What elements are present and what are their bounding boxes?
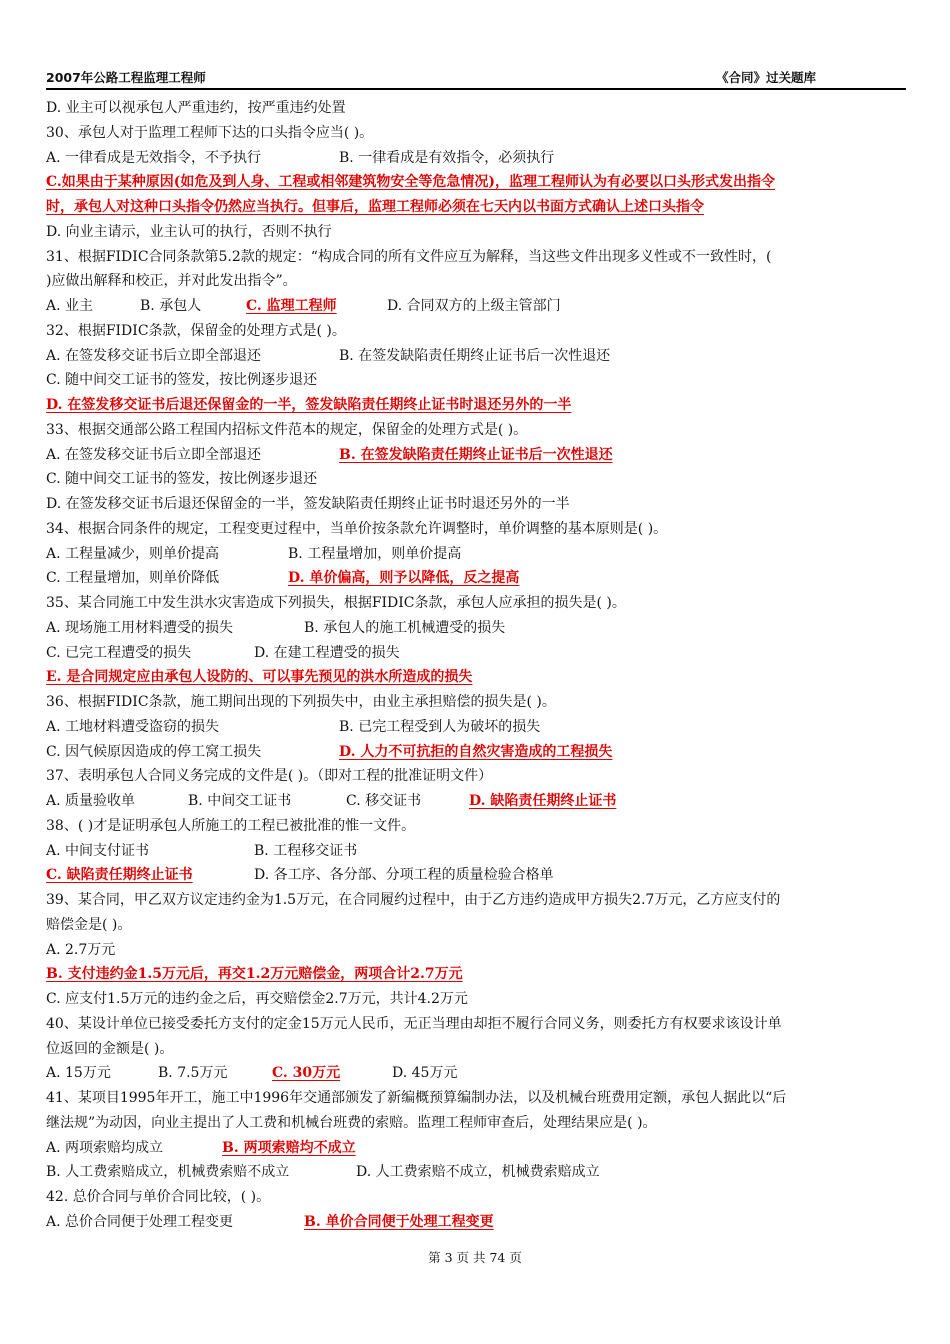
page-header xyxy=(46,68,906,90)
header-right-title: 《合同》过关题库 xyxy=(715,70,816,85)
question-text: 41、某项目1995年开工，施工中1996年交通部颁发了新编概预算编制办法，以及机械台班费用定额，承包人据此以“后 xyxy=(46,1090,787,1106)
text-line xyxy=(46,1111,908,1136)
question-text: B. 工程移交证书 xyxy=(254,842,358,859)
text-line xyxy=(46,888,908,913)
text-line xyxy=(46,591,908,616)
text-line xyxy=(46,96,908,121)
question-text: D. 向业主请示，业主认可的执行，否则不执行 xyxy=(46,223,332,240)
question-text: B. 中间交工证书 xyxy=(188,793,292,809)
question-text: B. 在签发缺陷责任期终止证书后一次性退还 xyxy=(339,347,611,364)
question-text: A. 业主 xyxy=(46,298,94,314)
answer-text: B. 两项索赔均不成立 xyxy=(222,1139,356,1156)
text-line xyxy=(46,269,908,294)
answer-text: C. 缺陷责任期终止证书 xyxy=(46,867,193,884)
question-text: A. 两项索赔均成立 xyxy=(46,1139,164,1156)
text-line xyxy=(46,170,908,195)
question-text: 赔偿金是( )。 xyxy=(46,916,132,933)
question-text: D. 合同双方的上级主管部门 xyxy=(387,298,561,314)
question-text: 33、根据交通部公路工程国内招标文件范本的规定，保留金的处理方式是( )。 xyxy=(46,421,528,438)
question-text: A. 工程量减少，则单价提高 xyxy=(46,545,220,562)
text-line xyxy=(46,913,908,938)
answer-text: B. 在签发缺陷责任期终止证书后一次性退还 xyxy=(339,446,613,463)
question-text: D. 在建工程遭受的损失 xyxy=(254,644,400,661)
answer-text: D. 单价偏高，则予以降低，反之提高 xyxy=(288,570,520,587)
question-text: )应做出解释和校正，并对此发出指令”。 xyxy=(46,273,297,290)
text-line xyxy=(46,245,908,270)
question-text: 32、根据FIDIC条款，保留金的处理方式是( )。 xyxy=(46,322,346,339)
text-line xyxy=(46,764,908,789)
text-line xyxy=(46,220,908,245)
text-line xyxy=(46,492,908,517)
text-line xyxy=(46,814,908,839)
text-line xyxy=(46,517,908,542)
question-text: 40、某设计单位已接受委托方支付的定金15万元人民币，无正当理由却拒不履行合同义务，则委托方有权要求该设计单 xyxy=(46,1015,782,1032)
question-text: D. 业主可以视承包人严重违约，按严重违约处置 xyxy=(46,100,346,116)
text-line xyxy=(46,121,908,146)
answer-text: D. 缺陷责任期终止证书 xyxy=(469,793,617,809)
question-text: A. 中间支付证书 xyxy=(46,842,150,859)
question-text: 30、承包人对于监理工程师下达的口头指令应当( )。 xyxy=(46,124,374,141)
question-text: A. 现场施工用材料遭受的损失 xyxy=(46,619,234,636)
question-text: 42. 总价合同与单价合同比较，( )。 xyxy=(46,1189,271,1205)
text-line xyxy=(46,690,908,715)
question-text: C. 应支付1.5万元的违约金之后，再交赔偿金2.7万元，共计4.2万元 xyxy=(46,991,468,1007)
text-line xyxy=(46,566,908,591)
text-line xyxy=(46,467,908,492)
question-text: C. 移交证书 xyxy=(346,793,422,809)
question-text: C. 因气候原因造成的停工窝工损失 xyxy=(46,743,262,760)
text-line xyxy=(46,1086,908,1111)
question-text: 34、根据合同条件的规定，工程变更过程中，当单价按条款允许调整时，单价调整的基本原则是( )。 xyxy=(46,520,668,537)
text-line xyxy=(46,1061,908,1086)
text-line xyxy=(46,938,908,963)
question-text: A. 15万元 xyxy=(46,1065,111,1082)
question-text: C. 工程量增加，则单价降低 xyxy=(46,570,220,587)
question-text: 38、( )才是证明承包人所施工的工程已被批准的惟一文件。 xyxy=(46,817,416,834)
question-text: A. 一律看成是无效指令，不予执行 xyxy=(46,149,262,166)
text-line xyxy=(46,665,908,690)
question-text: B. 承包人 xyxy=(140,298,202,314)
text-line xyxy=(46,1012,908,1037)
text-line xyxy=(46,368,908,393)
question-text: B. 人工费索赔成立，机械费索赔不成立 xyxy=(46,1164,290,1181)
text-line xyxy=(46,839,908,864)
text-line xyxy=(46,195,908,220)
answer-text: B. 支付违约金1.5万元后，再交1.2万元赔偿金，两项合计2.7万元 xyxy=(46,966,463,983)
question-text: A. 总价合同便于处理工程变更 xyxy=(46,1213,234,1230)
text-line xyxy=(46,863,908,888)
text-line xyxy=(46,319,908,344)
question-text: 35、某合同施工中发生洪水灾害造成下列损失，根据FIDIC条款，承包人应承担的损失是( )。 xyxy=(46,595,626,611)
text-line xyxy=(46,443,908,468)
question-text: D. 人工费索赔不成立，机械费索赔成立 xyxy=(356,1164,600,1181)
question-text: B. 承包人的施工机械遭受的损失 xyxy=(304,619,506,636)
header-left-title: 2007年公路工程监理工程师 xyxy=(46,70,206,85)
text-line xyxy=(46,1210,908,1235)
text-line xyxy=(46,294,908,319)
answer-text: B. 单价合同便于处理工程变更 xyxy=(304,1213,494,1230)
page-footer: 第 3 页 共 74 页 xyxy=(428,1250,522,1265)
text-line xyxy=(46,146,908,171)
question-text: B. 7.5万元 xyxy=(158,1065,228,1082)
question-text: 31、根据FIDIC合同条款第5.2款的规定：“构成合同的所有文件应互为解释，当这些文件出现多义性或不一致性时，( xyxy=(46,248,772,265)
question-text: A. 工地材料遭受盗窃的损失 xyxy=(46,718,220,735)
question-text: C. 已完工程遭受的损失 xyxy=(46,644,192,661)
text-line xyxy=(46,715,908,740)
text-line xyxy=(46,1160,908,1185)
question-text: D. 在签发移交证书后退还保留金的一半，签发缺陷责任期终止证书时退还另外的一半 xyxy=(46,496,570,512)
text-line xyxy=(46,1185,908,1210)
question-text: B. 已完工程受到人为破坏的损失 xyxy=(339,718,541,735)
text-line xyxy=(46,542,908,567)
question-text: 39、某合同，甲乙双方议定违约金为1.5万元，在合同履约过程中，由于乙方违约造成甲方损失2.7万元，乙方应支付的 xyxy=(46,892,781,908)
question-text: 36、根据FIDIC条款，施工期间出现的下列损失中，由业主承担赔偿的损失是( )。 xyxy=(46,694,556,710)
question-text: 位返回的金额是( )。 xyxy=(46,1040,174,1057)
answer-text: C. 30万元 xyxy=(272,1065,341,1082)
text-line xyxy=(46,789,908,814)
answer-text: D. 在签发移交证书后退还保留金的一半，签发缺陷责任期终止证书时退还另外的一半 xyxy=(46,397,572,413)
answer-text: E. 是合同规定应由承包人设防的、可以事先预见的洪水所造成的损失 xyxy=(46,669,473,686)
question-list xyxy=(46,96,908,1235)
text-line xyxy=(46,418,908,443)
text-line xyxy=(46,1037,908,1062)
question-text: C. 随中间交工证书的签发，按比例逐步退还 xyxy=(46,471,318,488)
question-text: D. 各工序、各分部、分项工程的质量检验合格单 xyxy=(254,867,554,884)
answer-text: C.如果由于某种原因(如危及到人身、工程或相邻建筑物安全等危急情况)，监理工程师认为有必要以口头形式发出指令 xyxy=(46,174,776,191)
text-line xyxy=(46,393,908,418)
text-line xyxy=(46,641,908,666)
question-text: A. 在签发移交证书后立即全部退还 xyxy=(46,446,262,463)
question-text: A. 在签发移交证书后立即全部退还 xyxy=(46,347,262,364)
answer-text: D. 人力不可抗拒的自然灾害造成的工程损失 xyxy=(339,743,613,760)
question-text: B. 一律看成是有效指令，必须执行 xyxy=(339,149,555,166)
question-text: 37、表明承包人合同义务完成的文件是( )。（即对工程的批准证明文件） xyxy=(46,768,493,785)
answer-text: 时，承包人对这种口头指令仍然应当执行。但事后，监理工程师必须在七天内以书面方式确认上述口头指令 xyxy=(46,199,704,215)
question-text: D. 45万元 xyxy=(392,1065,458,1082)
text-line xyxy=(46,962,908,987)
text-line xyxy=(46,987,908,1012)
answer-text: C. 监理工程师 xyxy=(246,298,337,314)
question-text: A. 质量验收单 xyxy=(46,793,136,809)
question-text: A. 2.7万元 xyxy=(46,941,116,958)
question-text: B. 工程量增加，则单价提高 xyxy=(288,545,462,562)
text-line xyxy=(46,1136,908,1161)
text-line xyxy=(46,740,908,765)
question-text: 继法规”为动因，向业主提出了人工费和机械台班费的索赔。监理工程师审查后，处理结果应是( )。 xyxy=(46,1114,657,1131)
text-line xyxy=(46,344,908,369)
text-line xyxy=(46,616,908,641)
question-text: C. 随中间交工证书的签发，按比例逐步退还 xyxy=(46,372,318,389)
